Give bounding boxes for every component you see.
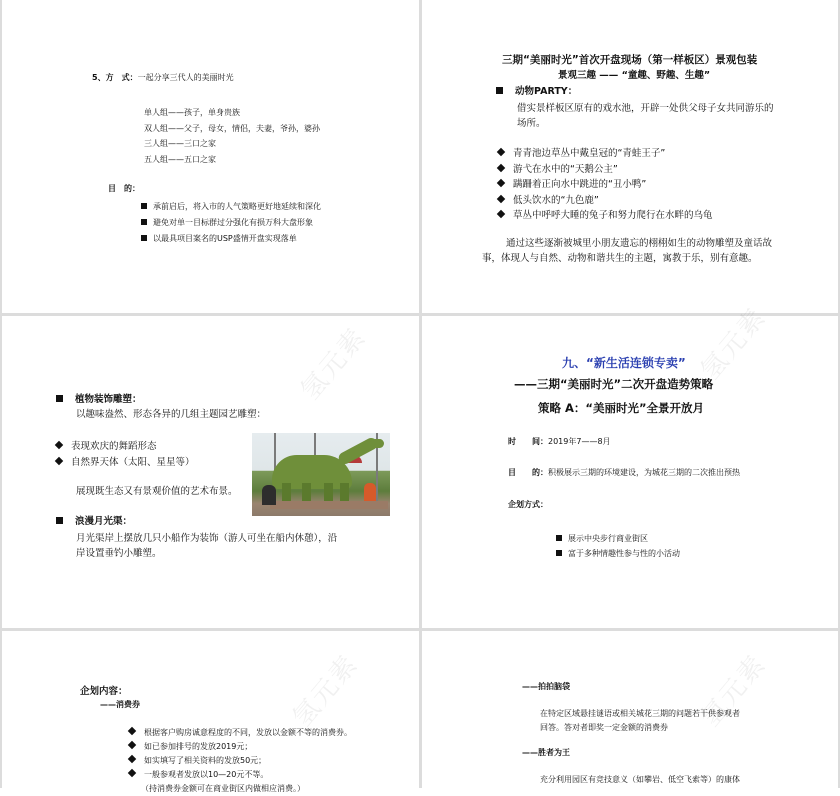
watermark: 氢元素 (695, 302, 773, 386)
activity2-desc: 充分利用园区有竞技意义（如攀岩、低空飞索等）的康体 (540, 775, 740, 784)
diamond-bullet-icon (497, 194, 505, 202)
slide-1[interactable] (2, 0, 419, 313)
method-label: 5、方 式： (92, 73, 138, 82)
sub-label: ——消费券 (100, 700, 140, 709)
list-item: 青青池边草丛中戴皇冠的“青蛙王子” (496, 146, 713, 162)
group-item: 三人组——三口之家 (144, 139, 216, 148)
plan-label: 企划方式： (508, 500, 548, 509)
section-label: 动物PARTY： (515, 86, 578, 97)
section1-label-line (56, 394, 142, 406)
section-heading: 九、“新生活连锁专卖” (562, 356, 686, 370)
square-bullet-icon (141, 203, 147, 209)
group-item: 单人组——孩子，单身贵族 (144, 108, 240, 117)
time-line (508, 437, 611, 447)
list-item: 如实填写了相关资料的发放50元； (127, 754, 352, 768)
summary-paragraph: 通过这些逐渐被城里小朋友遗忘的栩栩如生的动物雕塑及童话故 事，体现人与自然、动物和谐共生的主题，寓教于乐，别有意趣。 (482, 238, 773, 264)
diamond-bullet-icon (55, 441, 63, 449)
plan-list (556, 531, 680, 561)
section-subheading: ——三期“美丽时光”二次开盘造势策略 (514, 377, 714, 391)
section2-desc: 月光渠岸上摆放几只小船作为装饰（游人可坐在船内休憩），沿 岸设置垂钓小雕塑。 (76, 533, 338, 559)
sculpture-list (54, 439, 195, 470)
group-item: 五人组——五口之家 (144, 154, 216, 164)
method-text: 一起分享三代人的美丽时光 (137, 73, 234, 82)
animal-list (496, 146, 713, 224)
method-line (92, 73, 234, 83)
topiary-dinosaur-photo (252, 433, 390, 516)
slide2-subtitle: 景观三趣 —— “童趣、野趣、生趣” (558, 70, 711, 81)
activity1-desc: 在特定区域悬挂谜语或相关城花三期的问题若干供参观者 回答。答对者即奖一定金额的消费券 (540, 709, 740, 732)
slide-5[interactable] (2, 631, 419, 793)
list-item: 一般参观者发放以10—20元不等。 (127, 768, 352, 782)
list-item: 草丛中呼呼大睡的兔子和努力爬行在水畔的乌龟 (496, 208, 713, 224)
art-text: 展现既生态又有景观价值的艺术布景。 (76, 486, 238, 497)
list-item: 展示中央步行商业街区 (556, 531, 680, 546)
list-item: 如已参加排号的发放2019元； (127, 740, 352, 754)
purpose-item: 避免对单一目标群过分强化有损万科大盘形象 (141, 215, 321, 231)
list-item: 表现欢庆的舞蹈形态 (54, 439, 195, 455)
slide-2[interactable] (422, 0, 838, 313)
diamond-bullet-icon (497, 179, 505, 187)
purpose-label: 目 的： (508, 468, 548, 477)
watermark: 氢元素 (295, 322, 373, 406)
diamond-bullet-icon (128, 755, 136, 763)
list-note: （持消费券金额可在商业街区内做相应消费。） (141, 784, 305, 793)
section1-desc: 以趣味盎然、形态各异的几组主题园艺雕塑： (76, 409, 267, 420)
diamond-bullet-icon (497, 163, 505, 171)
square-bullet-icon (556, 535, 562, 541)
voucher-list (127, 726, 352, 796)
list-item: 游弋在水中的“天鹅公主” (496, 162, 713, 178)
diamond-bullet-icon (128, 727, 136, 735)
purpose-label: 目 的： (108, 184, 140, 193)
purpose-value: 积极展示三期的环境建设，为城花三期的二次推出预热 (548, 468, 740, 477)
list-item: 富于多种情趣性参与性的小活动 (556, 546, 680, 561)
diamond-bullet-icon (497, 210, 505, 218)
square-bullet-icon (141, 235, 147, 241)
square-bullet-icon (141, 219, 147, 225)
list-item: 自然界天体（太阳、星星等） (54, 455, 195, 471)
diamond-bullet-icon (128, 741, 136, 749)
time-label: 时 间： (508, 437, 548, 446)
purpose-line (508, 468, 740, 478)
diamond-bullet-icon (55, 456, 63, 464)
list-item: 根据客户购房诚意程度的不同，发放以金额不等的消费券。 (127, 726, 352, 740)
purpose-item: 以最具项目案名的USP盛情开盘实现落单 (141, 231, 321, 247)
square-bullet-icon (56, 517, 63, 524)
section2-label: 浪漫月光渠： (75, 516, 133, 527)
slide-6[interactable] (422, 631, 838, 788)
square-bullet-icon (556, 550, 562, 556)
activity2-label: ——胜者为王 (522, 748, 570, 757)
group-list (144, 105, 320, 167)
group-item: 双人组——父子，母女，情侣，夫妻，爷孙，婆孙 (144, 123, 320, 133)
slide-3[interactable] (2, 316, 419, 628)
square-bullet-icon (56, 395, 63, 402)
slide2-title: 三期“美丽时光”首次开盘现场（第一样板区）景观包装 (502, 54, 758, 66)
list-item: 蹒跚着正向水中跳进的“丑小鸭” (496, 177, 713, 193)
purpose-item: 承前启后，将入市的人气策略更好地延续和深化 (141, 199, 321, 215)
content-label: 企划内容： (80, 686, 128, 697)
section2-label-line (56, 516, 132, 528)
purpose-list (141, 199, 321, 247)
activity1-label: ——拍拍脑袋 (522, 682, 570, 691)
section-desc: 借实景样板区原有的戏水池，开辟一处供父母子女共同游乐的 场所。 (517, 103, 774, 129)
square-bullet-icon (496, 87, 503, 94)
strategy-title: 策略 A：“美丽时光”全景开放月 (538, 401, 705, 415)
watermark: 氢元素 (287, 649, 365, 733)
diamond-bullet-icon (128, 769, 136, 777)
section-label-line (496, 86, 577, 98)
time-value: 2019年7——8月 (548, 437, 611, 446)
diamond-bullet-icon (497, 148, 505, 156)
slide-4[interactable] (422, 302, 838, 628)
watermark: 氢元素 (695, 649, 773, 733)
list-item: 低头饮水的“九色鹿” (496, 193, 713, 209)
section1-label: 植物装饰雕塑： (75, 394, 142, 405)
